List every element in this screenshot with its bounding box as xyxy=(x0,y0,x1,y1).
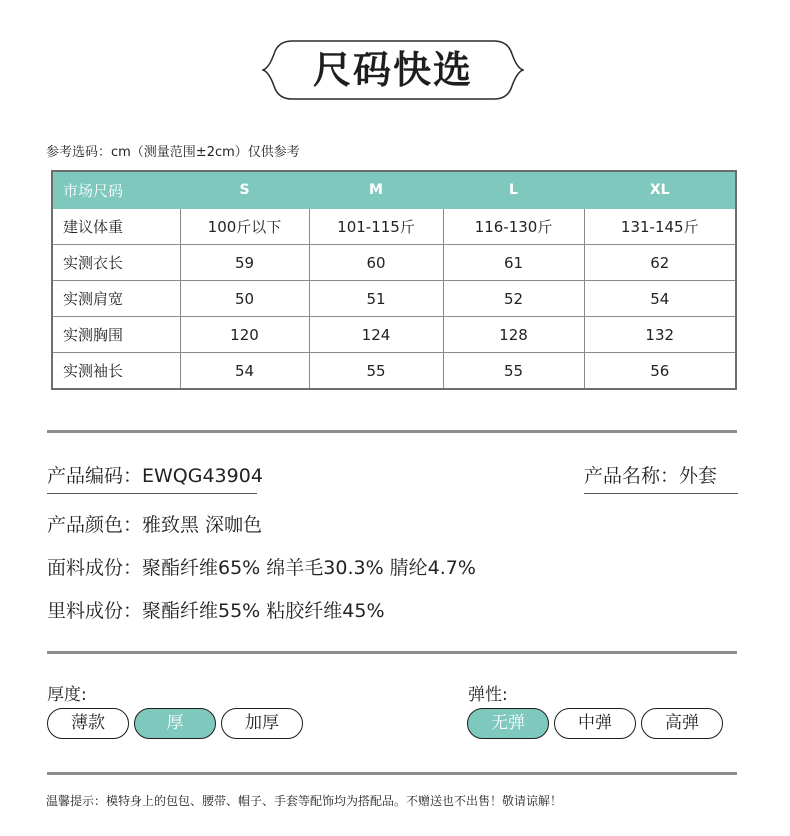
elasticity-option-medium[interactable]: 中弹 xyxy=(554,708,636,739)
table-row xyxy=(52,353,736,390)
elasticity-option-high[interactable]: 高弹 xyxy=(641,708,723,739)
reference-note: 参考选码：cm（测量范围±2cm）仅供参考 xyxy=(46,145,300,160)
table-cell: 51 xyxy=(309,281,443,317)
product-name: 产品名称：外套 xyxy=(584,465,718,487)
row-label: 实测肩宽 xyxy=(52,281,180,317)
table-cell: 128 xyxy=(443,317,584,353)
table-cell: 54 xyxy=(584,281,736,317)
table-row xyxy=(52,281,736,317)
table-cell: 101-115斤 xyxy=(309,209,443,245)
product-color: 产品颜色：雅致黑 深咖色 xyxy=(47,514,263,536)
section-divider xyxy=(47,772,737,775)
table-cell: 131-145斤 xyxy=(584,209,736,245)
table-cell: 54 xyxy=(180,353,309,390)
table-cell: 60 xyxy=(309,245,443,281)
thickness-option-thin[interactable]: 薄款 xyxy=(47,708,129,739)
table-cell: 116-130斤 xyxy=(443,209,584,245)
footer-note: 温馨提示：模特身上的包包、腰带、帽子、手套等配饰均为搭配品。不赠送也不出售！敬请谅解！ xyxy=(46,794,563,808)
header-cell: 市场尺码 xyxy=(52,171,180,209)
row-label: 建议体重 xyxy=(52,209,180,245)
section-divider xyxy=(47,430,737,433)
table-row xyxy=(52,209,736,245)
table-cell: 132 xyxy=(584,317,736,353)
header-cell: L xyxy=(443,171,584,209)
product-code-underline xyxy=(47,493,257,494)
elasticity-option-none[interactable]: 无弹 xyxy=(467,708,549,739)
table-cell: 55 xyxy=(443,353,584,390)
table-cell: 120 xyxy=(180,317,309,353)
table-cell: 52 xyxy=(443,281,584,317)
thickness-option-thick[interactable]: 厚 xyxy=(134,708,216,739)
thickness-label: 厚度: xyxy=(47,685,87,705)
row-label: 实测衣长 xyxy=(52,245,180,281)
table-cell: 124 xyxy=(309,317,443,353)
table-row xyxy=(52,317,736,353)
table-cell: 50 xyxy=(180,281,309,317)
header-cell: XL xyxy=(584,171,736,209)
table-cell: 59 xyxy=(180,245,309,281)
product-name-underline xyxy=(584,493,738,494)
row-label: 实测袖长 xyxy=(52,353,180,390)
table-cell: 55 xyxy=(309,353,443,390)
header-cell: M xyxy=(309,171,443,209)
thickness-option-extra-thick[interactable]: 加厚 xyxy=(221,708,303,739)
table-cell: 100斤以下 xyxy=(180,209,309,245)
table-row xyxy=(52,245,736,281)
product-code: 产品编码：EWQG43904 xyxy=(47,465,263,487)
page-title: 尺码快选 xyxy=(312,48,473,92)
header-cell: S xyxy=(180,171,309,209)
table-cell: 56 xyxy=(584,353,736,390)
size-table xyxy=(51,170,737,390)
title-banner xyxy=(262,40,524,100)
table-header-row xyxy=(52,171,736,209)
table-cell: 62 xyxy=(584,245,736,281)
fabric-composition: 面料成份：聚酯纤维65% 绵羊毛30.3% 腈纶4.7% xyxy=(47,557,476,579)
row-label: 实测胸围 xyxy=(52,317,180,353)
lining-composition: 里料成份：聚酯纤维55% 粘胶纤维45% xyxy=(47,600,385,622)
elasticity-label: 弹性: xyxy=(468,685,508,705)
section-divider xyxy=(47,651,737,654)
table-cell: 61 xyxy=(443,245,584,281)
